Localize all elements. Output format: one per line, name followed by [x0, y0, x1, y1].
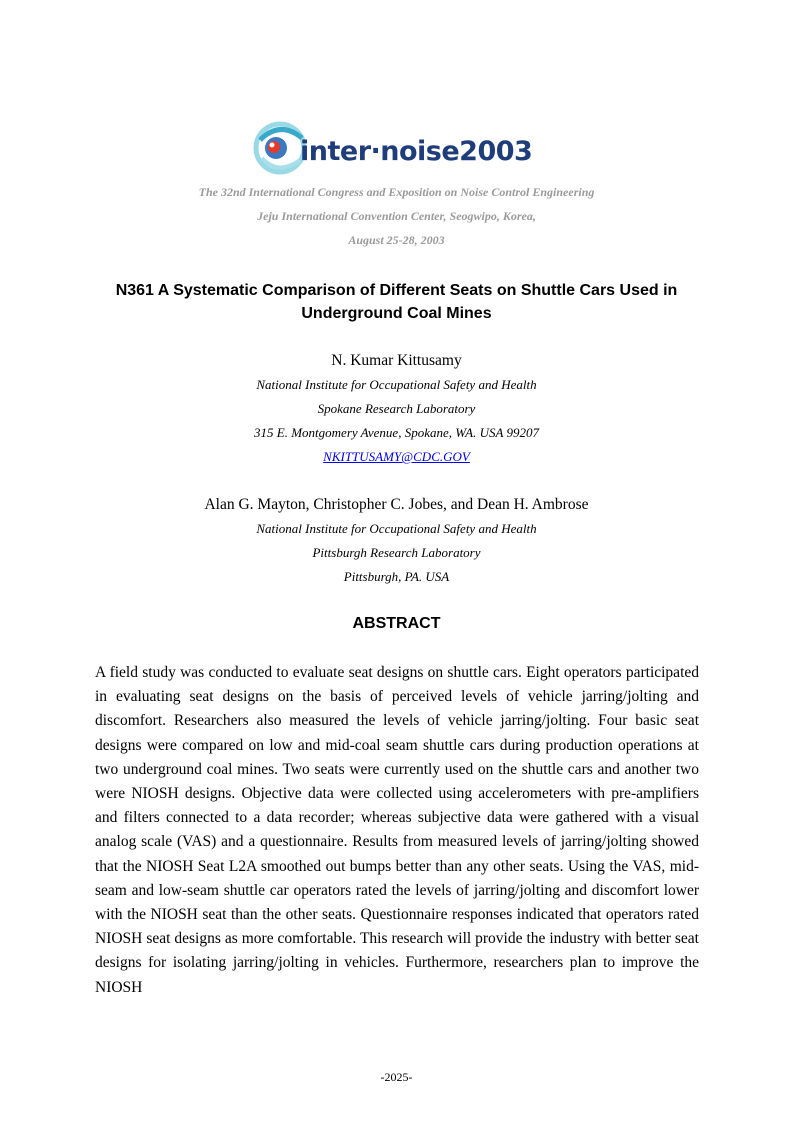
logo-text: inter·noise2003	[300, 136, 533, 167]
title-line-2: Underground Coal Mines	[301, 305, 492, 322]
abstract-heading: ABSTRACT	[352, 615, 441, 632]
author2-address: Pittsburgh, PA. USA	[343, 569, 450, 584]
author2-names: Alan G. Mayton, Christopher C. Jobes, and Dean H. Ambrose	[204, 496, 589, 513]
author1-email	[0, 449, 793, 465]
logo-swirl-icon	[250, 118, 550, 178]
conference-logo	[250, 118, 550, 178]
conference-dates: August 25-28, 2003	[348, 233, 445, 247]
author1-address: 315 E. Montgomery Avenue, Spokane, WA. USA 99207	[254, 425, 539, 440]
conference-venue: Jeju International Convention Center, Seogwipo, Korea,	[257, 209, 536, 223]
author1-name: N. Kumar Kittusamy	[331, 352, 462, 369]
page-number: -2025-	[380, 1070, 413, 1084]
title-line-1: N361 A Systematic Comparison of Different Seats on Shuttle Cars Used in	[115, 282, 678, 299]
conference-name: The 32nd International Congress and Exposition on Noise Control Engineering	[198, 185, 595, 199]
abstract-text: A field study was conducted to evaluate seat designs on shuttle cars. Eight operators participated in evaluating seat designs on the basis of perceived levels of vehicle jarring/jolting and discomfort. Researchers also measured the levels of vehicle jarring/jolting. Four basic seat designs were compared on low and mid-coal seam shuttle cars during production operations at two underground coal mines. Two seats were currently used on the shuttle cars and another two were NIOSH designs. Objective data were collected using accelerometers with pre-amplifiers and filters connected to a data recorder; whereas subjective data were gathered with a visual analog scale (VAS) and a questionnaire. Results from measured levels of jarring/jolting showed that the NIOSH Seat L2A smoothed out bumps better than any other seats. Using the VAS, mid-seam and low-seam shuttle car operators rated the levels of jarring/jolting and discomfort lower with the NIOSH seat than the other seats. Questionnaire responses indicated that operators rated NIOSH seat designs as more comfortable. This research will provide the industry with better seat designs for isolating jarring/jolting in vehicles. Furthermore, researchers plan to improve the NIOSH	[95, 664, 699, 996]
author2-lab: Pittsburgh Research Laboratory	[312, 545, 481, 560]
email-link[interactable]: NKITTUSAMY@CDC.GOV	[323, 449, 470, 464]
author1-org: National Institute for Occupational Safety and Health	[256, 377, 537, 392]
author1-lab: Spokane Research Laboratory	[317, 401, 476, 416]
paper-title	[80, 279, 713, 325]
author2-org: National Institute for Occupational Safety and Health	[256, 521, 537, 536]
